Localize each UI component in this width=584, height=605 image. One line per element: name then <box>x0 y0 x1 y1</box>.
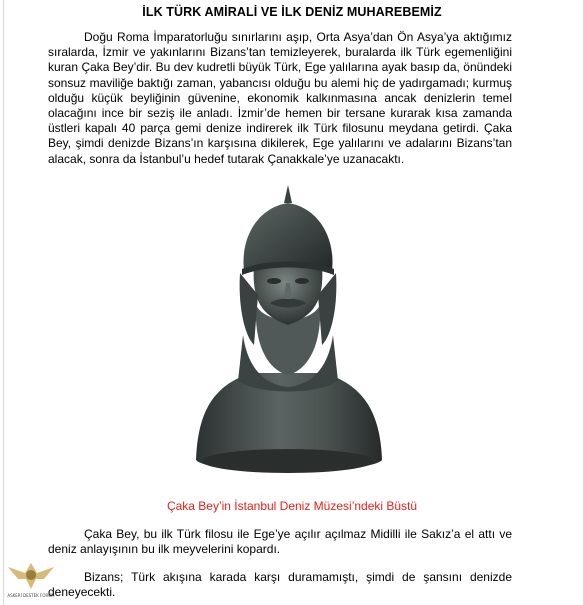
document-title: İLK TÜRK AMİRALİ VE İLK DENİZ MUHAREBEMİZ <box>142 5 442 19</box>
eagle-icon <box>4 555 58 595</box>
page-border-left <box>3 0 4 605</box>
paragraph-intro: Doğu Roma İmparatorluğu sınırlarını aşıp, Orta Asya’dan Ön Asya’ya aktığımız sıralarda, İzmir ve yakınlarını Bizans’tan temizleyerek, buralarda ilk Türk egemenliğini kuran Çaka Bey’dir. Bu dev kudretli büyük Türk, Ege yalılarına ayak basıp da, önündeki sonsuz maviliğe baktığı zaman, yabancısı olduğu bu alemi hiç de yadırgamadı; kurmuş olduğu küçük beyliğinin güvenine, ekonomik kalkınmasına ancak denizlerin temel olacağını ince bir seziş ile anladı. İzmir’de hemen bir tersane kurarak kısa zamanda üstleri kapalı 40 parça gemi denize indirerek ilk Türk filosunu meydana getirdi. Çaka Bey, şimdi denizde Bizans’ın karşısına dikilerek, Ege yalılarını ve adalarını Bizans’tan alacak, sonra da İstanbul’u hedef tutarak Çanakkale’ye uzanacaktı. <box>48 30 512 166</box>
forum-watermark-logo <box>4 555 58 605</box>
bust-image <box>188 185 388 485</box>
paragraph-byzantium: Bizans; Türk akışına karada karşı duramamıştı, şimdi de şansını denizde deneyecekti. <box>48 570 512 600</box>
paragraph-fleet: Çaka Bey, bu ilk Türk filosu ile Ege’ye açılır açılmaz Midilli ile Sakız’a el attı ve deniz anlayışının bu ilk meyvelerini kopardı. <box>48 527 512 557</box>
watermark-text: ASKERİ DESTEK FORUM <box>7 593 55 598</box>
image-caption: Çaka Bey’in İstanbul Deniz Müzesi’ndeki Büstü <box>166 499 418 513</box>
